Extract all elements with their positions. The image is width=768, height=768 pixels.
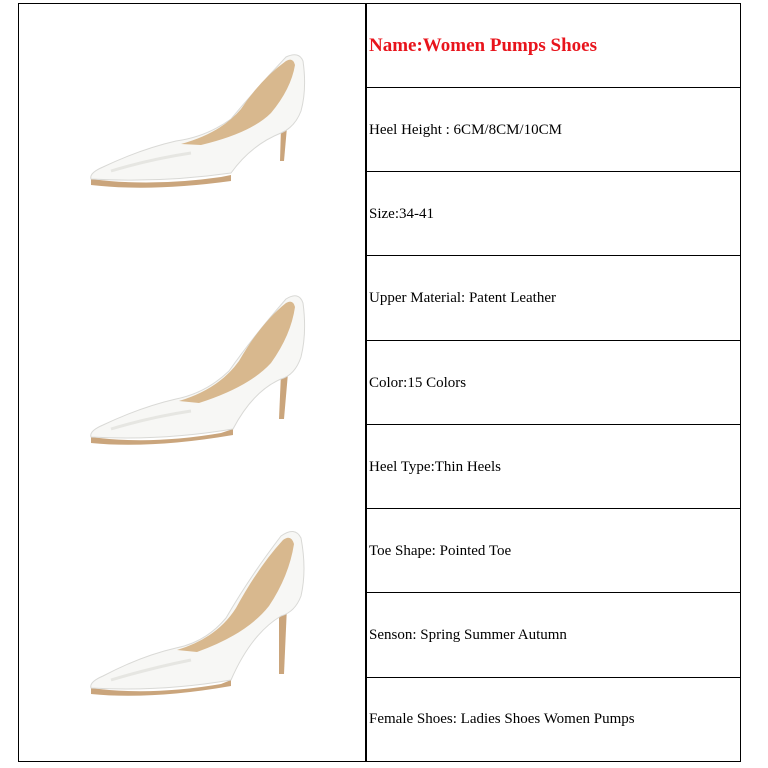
spec-season: Senson: Spring Summer Autumn xyxy=(369,626,567,643)
spec-heel-type: Heel Type:Thin Heels xyxy=(369,458,501,475)
spec-row-color xyxy=(366,340,741,425)
shoe-image-3 xyxy=(81,522,321,702)
shoe-image-1 xyxy=(81,49,321,199)
spec-column xyxy=(366,3,741,762)
spec-heel-height: Heel Height : 6CM/8CM/10CM xyxy=(369,121,562,138)
spec-female-shoes: Female Shoes: Ladies Shoes Women Pumps xyxy=(369,711,635,727)
shoe-image-2 xyxy=(81,287,321,457)
spec-row-season xyxy=(366,592,741,677)
spec-color: Color:15 Colors xyxy=(369,374,467,391)
spec-row-size xyxy=(366,171,741,256)
spec-upper-material: Upper Material: Patent Leather xyxy=(369,289,557,306)
spec-row-heel-type xyxy=(366,424,741,509)
spec-row-upper-material xyxy=(366,255,741,340)
product-image-cell xyxy=(18,3,366,762)
product-spec-table xyxy=(18,3,741,762)
spec-row-title xyxy=(366,3,741,88)
spec-toe-shape: Toe Shape: Pointed Toe xyxy=(369,542,512,559)
spec-row-female-shoes xyxy=(366,677,741,762)
spec-row-heel-height xyxy=(366,87,741,172)
spec-size: Size:34-41 xyxy=(369,205,434,222)
product-title: Name:Women Pumps Shoes xyxy=(369,35,598,56)
spec-row-toe-shape xyxy=(366,508,741,593)
